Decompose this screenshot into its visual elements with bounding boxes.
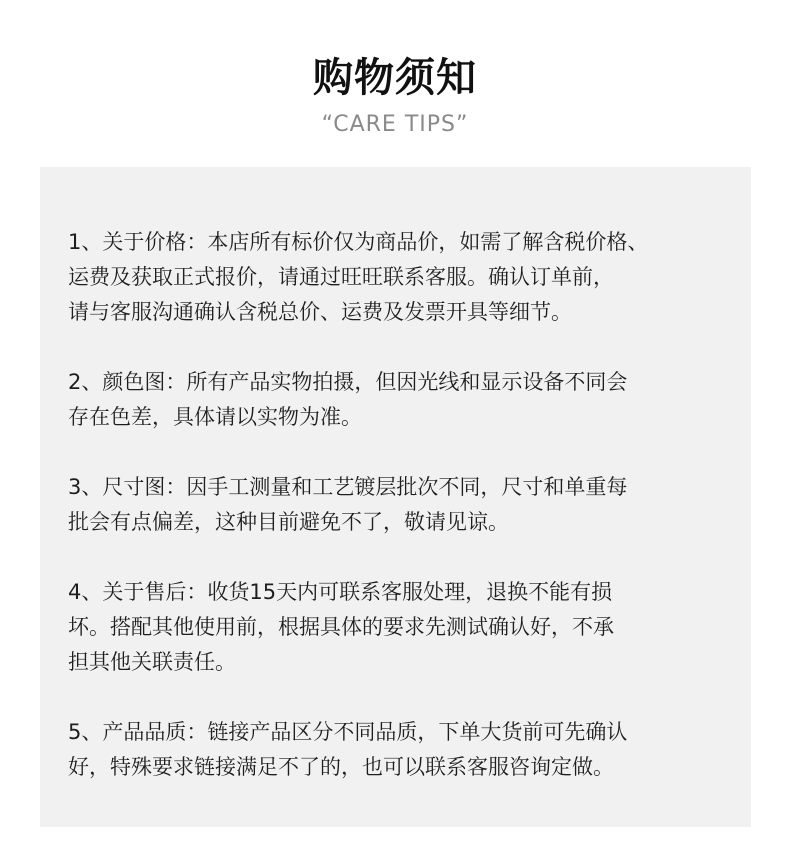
tip-line: 请与客服沟通确认含税总价、运费及发票开具等细节。 [68,300,572,324]
tips-list [68,225,738,820]
tip-after-sales [68,575,738,680]
tip-color [68,365,738,435]
tip-line: 4、关于售后：收货15天内可联系客服处理，退换不能有损 [68,580,613,604]
tip-line: 运费及获取正式报价，请通过旺旺联系客服。确认订单前， [68,265,614,289]
tip-price [68,225,738,330]
tip-quality [68,715,738,785]
tip-line: 存在色差，具体请以实物为准。 [68,405,362,429]
tip-line: 2、颜色图：所有产品实物拍摄，但因光线和显示设备不同会 [68,370,628,394]
tip-line: 1、关于价格：本店所有标价仅为商品价，如需了解含税价格、 [68,230,649,254]
tip-line: 担其他关联责任。 [68,650,236,674]
tip-line: 坏。搭配其他使用前，根据具体的要求先测试确认好，不承 [68,615,614,639]
tip-line: 好，特殊要求链接满足不了的，也可以联系客服咨询定做。 [68,755,614,779]
tip-size [68,470,738,540]
tip-line: 5、产品品质：链接产品区分不同品质，下单大货前可先确认 [68,720,628,744]
tips-panel [40,167,751,827]
tip-line: 批会有点偏差，这种目前避免不了，敬请见谅。 [68,510,509,534]
tip-line: 3、尺寸图：因手工测量和工艺镀层批次不同，尺寸和单重每 [68,475,628,499]
page-subtitle: “CARE TIPS” [321,112,469,137]
page-header [0,52,790,140]
page-title: 购物须知 [313,55,477,101]
